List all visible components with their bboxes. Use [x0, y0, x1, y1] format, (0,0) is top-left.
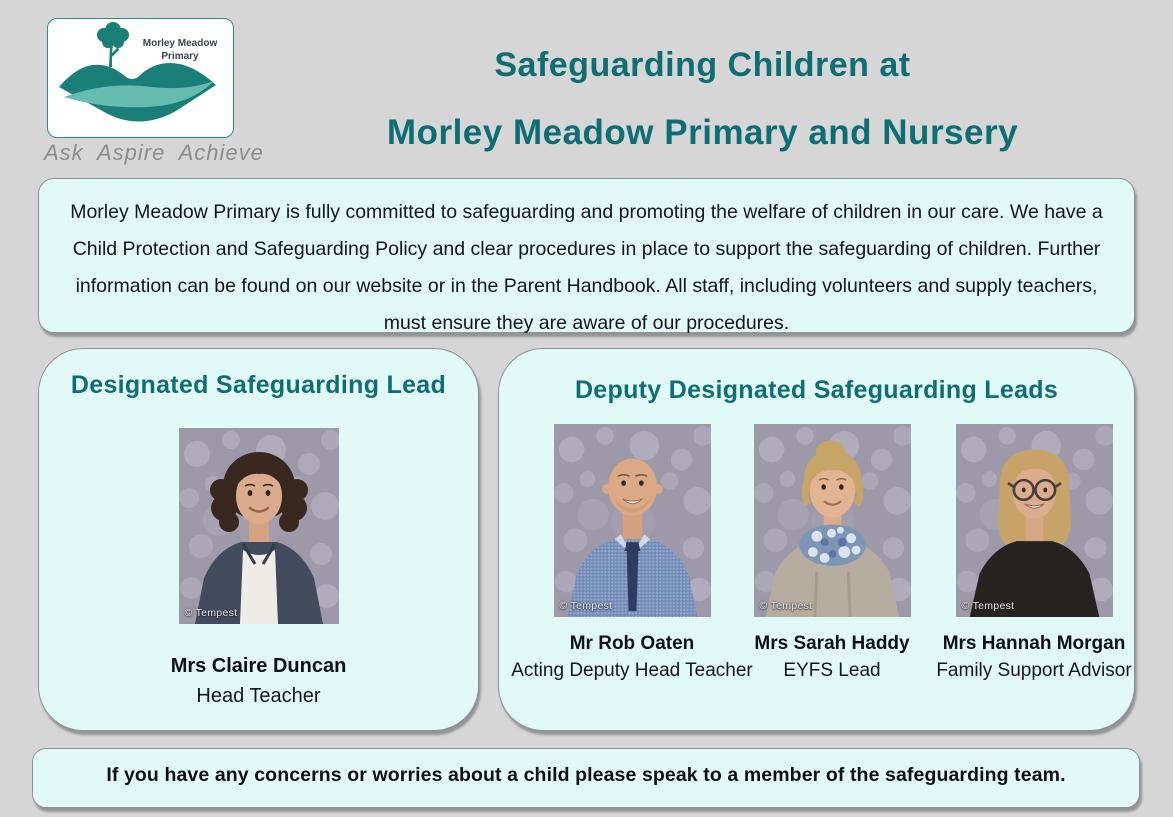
deputies-card-title: Deputy Designated Safeguarding Leads: [574, 376, 1059, 404]
photo-watermark: © Tempest: [184, 607, 238, 619]
intro-text: Morley Meadow Primary is fully committed to safeguarding and promoting the welfare of children in our care. We have a Child Protection and Safeguarding Policy and clear procedures in place to support the safeguarding of children. Further information can be found on our website or in the Parent Handbook. All staff, including volunteers and supply teachers, must ensure they are aware of our procedures.: [70, 201, 1103, 334]
deputy-hannah-morgan: [907, 424, 1161, 682]
footer-text: If you have any concerns or worries about a child please speak to a member of the safeguarding team.: [106, 764, 1066, 786]
photo-hannah-morgan: [956, 424, 1113, 617]
photo-sarah-haddy: [754, 424, 911, 617]
page-title-line1: Safeguarding Children at: [494, 46, 911, 84]
school-logo: [47, 18, 234, 138]
logo-school-name-line2: Primary: [161, 51, 199, 62]
photo-watermark: © Tempest: [759, 600, 813, 612]
deputy-role: Family Support Advisor: [936, 660, 1132, 681]
photo-rob-oaten: [554, 424, 711, 617]
school-motto: Ask Aspire Achieve: [44, 140, 264, 165]
deputy-name: Mrs Hannah Morgan: [942, 633, 1126, 654]
intro-panel: [38, 178, 1135, 333]
logo-school-name-line1: Morley Meadow: [142, 38, 218, 49]
deputy-name: Mr Rob Oaten: [569, 633, 695, 654]
dsl-person-name: Mrs Claire Duncan: [170, 655, 347, 677]
logo-tree-icon: [97, 22, 129, 67]
dsl-card-title: Designated Safeguarding Lead: [70, 371, 447, 399]
dsl-person-role: Head Teacher: [196, 685, 321, 707]
page-title-line2: Morley Meadow Primary and Nursery: [386, 113, 1019, 152]
photo-watermark: © Tempest: [961, 600, 1015, 612]
photo-watermark: © Tempest: [559, 600, 613, 612]
school-logo-graphic: [48, 19, 233, 137]
deputy-role: Acting Deputy Head Teacher: [511, 660, 753, 681]
dsl-card: [38, 348, 479, 731]
deputies-card: [498, 348, 1135, 731]
photo-claire-duncan: [179, 428, 339, 624]
footer-panel: [32, 748, 1140, 808]
page-title: [235, 0, 1170, 153]
deputy-name: Mrs Sarah Haddy: [754, 633, 910, 654]
deputy-role: EYFS Lead: [783, 660, 881, 681]
